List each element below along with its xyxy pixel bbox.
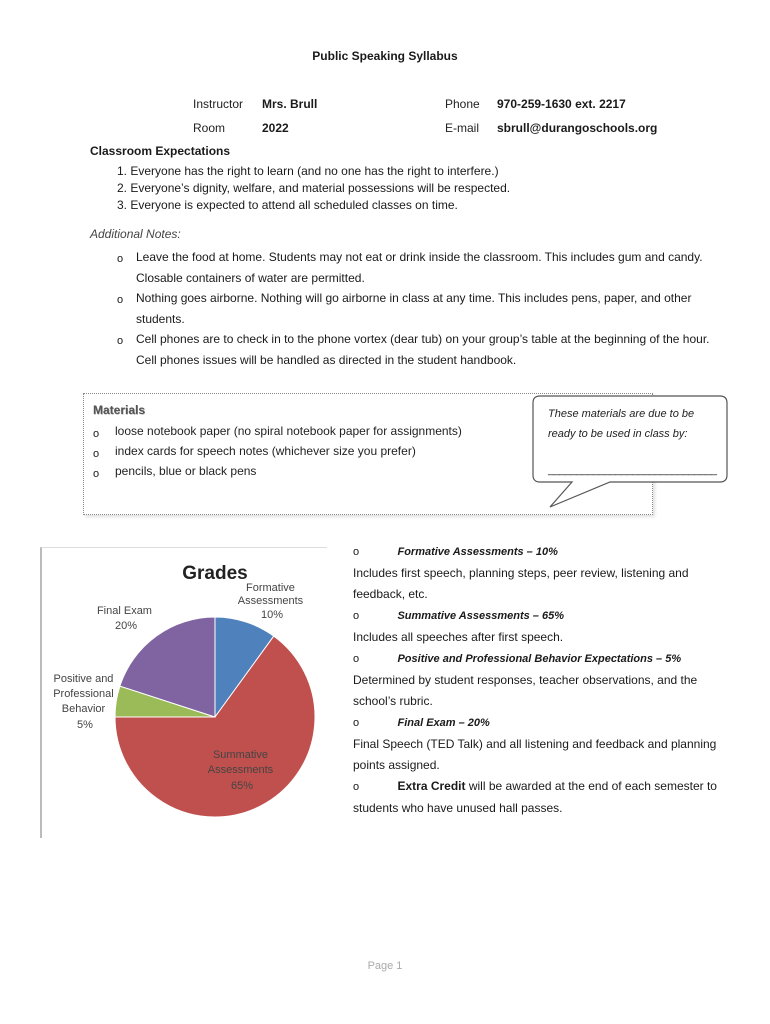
final-desc: points assigned.: [353, 758, 440, 772]
slice-label-final-exam: Final Exam 20%: [96, 605, 152, 632]
chart-title: Grades: [182, 563, 248, 584]
bullet-icon: o: [93, 468, 100, 480]
grade-row: [353, 712, 753, 734]
note-line: Cell phones issues will be handled as directed in the student handbook.: [136, 353, 517, 367]
formative-title: Formative Assessments – 10%: [397, 546, 558, 558]
instructor-label: Instructor: [193, 97, 244, 111]
bullet-icon: o: [93, 448, 100, 460]
slice-label-behavior: Positive and Professional Behavior 5%: [53, 673, 114, 731]
phone-value: 970-259-1630 ext. 2217: [497, 97, 626, 111]
note-line: Cell phones are to check in to the phone vortex (dear tub) on your group’s table at the beginning of the hour.: [136, 332, 710, 346]
extra-credit-title: Extra Credit: [397, 779, 466, 793]
materials-heading: Materials: [93, 403, 146, 417]
summative-desc: Includes all speeches after first speech.: [353, 630, 564, 644]
slice-label-summative: Summative Assessments 65%: [207, 749, 274, 792]
callout-line: These materials are due to be: [548, 408, 695, 420]
bullet-icon: o: [353, 610, 360, 622]
note-line: Closable containers of water are permitted.: [136, 271, 365, 285]
grades-pie-chart: [40, 547, 325, 837]
behavior-desc: school’s rubric.: [353, 694, 433, 708]
behavior-desc: Determined by student responses, teacher observations, and the: [353, 673, 698, 687]
bullet-icon: o: [353, 653, 360, 665]
behavior-title: Positive and Professional Behavior Expectations – 5%: [397, 653, 682, 665]
phone-label: Phone: [445, 97, 480, 111]
email-value: sbrull@durangoschools.org: [497, 121, 658, 135]
expectations-list: [117, 163, 510, 214]
instructor-value: Mrs. Brull: [262, 97, 318, 111]
extra-credit-desc: students who have unused hall passes.: [353, 801, 563, 815]
callout-line: ready to be used in class by:: [548, 428, 688, 440]
grade-row: [353, 541, 753, 563]
note-line: Leave the food at home. Students may not eat or drink inside the classroom. This includes gum and candy.: [136, 250, 703, 264]
materials-item: pencils, blue or black pens: [115, 464, 257, 478]
notes-heading: Additional Notes:: [90, 227, 181, 241]
formative-desc: Includes first speech, planning steps, peer review, listening and: [353, 566, 689, 580]
email-label: E-mail: [445, 121, 480, 135]
bullet-icon: o: [353, 546, 360, 558]
room-label: Room: [193, 121, 226, 135]
final-desc: Final Speech (TED Talk) and all listening and feedback and planning: [353, 737, 717, 751]
room-value: 2022: [262, 121, 289, 135]
note-item: [136, 329, 710, 371]
final-title: Final Exam – 20%: [397, 717, 490, 729]
expectation-item: 1. Everyone has the right to learn (and no one has the right to interfere.): [117, 164, 499, 178]
note-item: [136, 247, 703, 289]
note-item: [136, 288, 691, 330]
summative-title: Summative Assessments – 65%: [397, 610, 564, 622]
bullet-icon: o: [117, 294, 124, 306]
grade-row: [353, 605, 753, 627]
formative-desc: feedback, etc.: [353, 587, 428, 601]
expectation-item: 3. Everyone is expected to attend all scheduled classes on time.: [117, 198, 458, 212]
expectations-heading: Classroom Expectations: [90, 144, 231, 158]
bullet-icon: o: [117, 253, 124, 265]
callout-text: [548, 404, 717, 480]
page-number: Page 1: [367, 960, 403, 972]
bullet-icon: o: [353, 781, 360, 793]
grades-breakdown: [353, 541, 753, 819]
expectation-item: 2. Everyone’s dignity, welfare, and material possessions will be respected.: [117, 181, 511, 195]
note-line: students.: [136, 312, 185, 326]
bullet-icon: o: [353, 717, 360, 729]
note-line: Nothing goes airborne. Nothing will go airborne in class at any time. This includes pens, paper, and other: [136, 291, 692, 305]
slice-label-formative: Formative Assessments 10%: [237, 582, 304, 621]
page-title: Public Speaking Syllabus: [312, 49, 458, 63]
bullet-icon: o: [117, 335, 124, 347]
materials-item: index cards for speech notes (whichever size you prefer): [115, 444, 416, 458]
bullet-icon: o: [93, 428, 100, 440]
extra-credit-desc: will be awarded at the end of each semester to: [465, 779, 717, 793]
grade-row: [353, 648, 753, 670]
materials-item: loose notebook paper (no spiral notebook paper for assignments): [115, 424, 462, 438]
grade-row: [353, 776, 753, 798]
callout-blank: ______________________________: [548, 464, 717, 476]
